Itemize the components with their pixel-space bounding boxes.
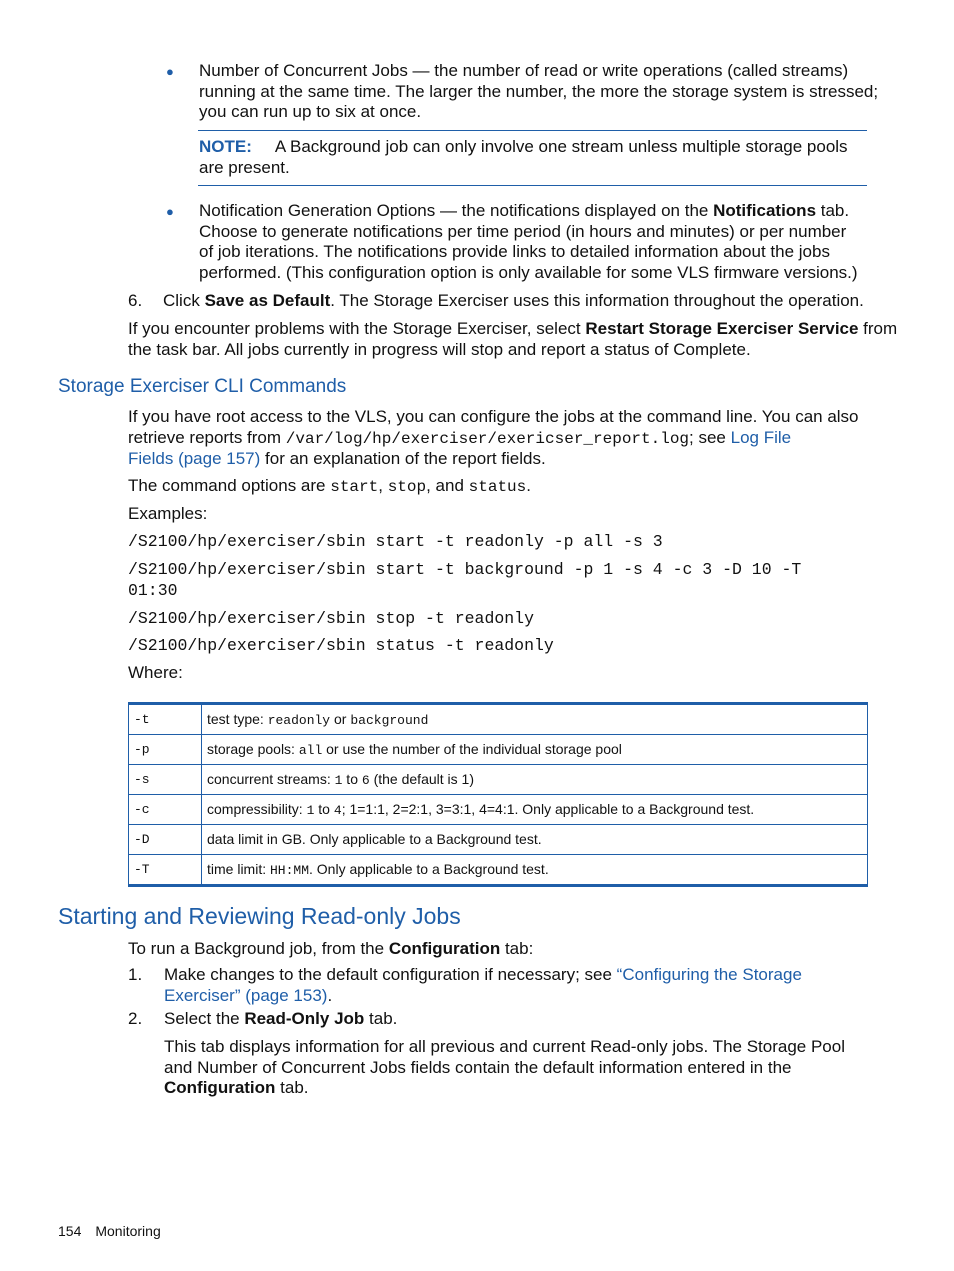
- option-stop: stop: [387, 478, 427, 496]
- text-line: Exerciser” (page 153).: [164, 985, 333, 1005]
- command-options-line: The command options are start, stop, and status.: [128, 476, 531, 496]
- table-row: [129, 704, 868, 735]
- text-line: Number of Concurrent Jobs — the number of read or write operations (called streams): [199, 61, 849, 80]
- option-start: start: [330, 478, 379, 496]
- description-cell: storage pools: all or use the number of the individual storage pool: [202, 735, 868, 765]
- flag-cell: -s: [129, 765, 202, 795]
- save-as-default-ref: Save as Default: [204, 291, 331, 310]
- text-line: you can run up to six at once.: [199, 102, 422, 121]
- text-line: the task bar. All jobs currently in progress will stop and report a status of Complete.: [128, 339, 751, 359]
- table-row: [129, 795, 868, 825]
- text-line: Make changes to the default configuration if necessary; see “Configuring the Storage: [164, 965, 802, 984]
- description-cell: test type: readonly or background: [202, 704, 868, 735]
- configuration-tab-ref: Configuration: [388, 939, 501, 958]
- flag-cell: -D: [129, 825, 202, 855]
- examples-label: Examples:: [128, 504, 208, 523]
- description-cell: time limit: HH:MM. Only applicable to a Background test.: [202, 855, 868, 886]
- note-top-rule: [198, 130, 867, 131]
- description-cell: data limit in GB. Only applicable to a Background test.: [202, 825, 868, 855]
- footer-section: Monitoring: [95, 1223, 161, 1239]
- note-line: are present.: [199, 157, 290, 177]
- note-block: [199, 137, 848, 178]
- report-path: /var/log/hp/exerciser/exericser_report.log: [285, 429, 690, 448]
- page-number: 154: [58, 1223, 82, 1239]
- description-cell: compressibility: 1 to 4; 1=1:1, 2=2:1, 3=3:1, 4=4:1. Only applicable to a Background test.: [202, 795, 868, 825]
- readonly-section-heading: Starting and Reviewing Read-only Jobs: [58, 903, 461, 929]
- text-line: running at the same time. The larger the number, the more the storage system is stressed;: [199, 81, 879, 101]
- description-cell: concurrent streams: 1 to 6 (the default is 1): [202, 765, 868, 795]
- note-text: A Background job can only involve one stream unless multiple storage pools: [274, 137, 848, 156]
- step-1-number: 1.: [128, 965, 143, 984]
- readonly-job-tab-ref: Read-Only Job: [244, 1009, 365, 1028]
- command-example: /S2100/hp/exerciser/sbin status -t readonly: [128, 636, 554, 655]
- note-bottom-rule: [198, 185, 867, 186]
- configuring-exerciser-link[interactable]: Exerciser” (page 153): [164, 985, 328, 1005]
- command-example: /S2100/hp/exerciser/sbin start -t readonly -p all -s 3: [128, 532, 663, 551]
- bullet-marker: ●: [166, 204, 174, 219]
- bullet-marker: ●: [166, 64, 174, 79]
- flag-cell: -T: [129, 855, 202, 886]
- text-line: Configuration tab.: [164, 1078, 309, 1097]
- table-row: [129, 855, 868, 886]
- notifications-tab-ref: Notifications: [713, 201, 817, 220]
- command-example: /S2100/hp/exerciser/sbin stop -t readonly: [128, 609, 534, 628]
- readonly-description: [164, 1037, 845, 1099]
- text-line: retrieve reports from /var/log/hp/exerciser/exericser_report.log; see Log File: [128, 427, 792, 448]
- where-label: Where:: [128, 663, 183, 682]
- cli-intro: [128, 407, 859, 470]
- step-2: Select the Read-Only Job tab.: [164, 1009, 398, 1028]
- concurrent-jobs-text: [199, 61, 878, 123]
- step-6: 6. Click Save as Default. The Storage Exerciser uses this information throughout the operation.: [128, 291, 864, 310]
- options-table: [128, 702, 868, 887]
- flag-cell: -c: [129, 795, 202, 825]
- notification-options-text: [199, 201, 858, 283]
- problems-paragraph: [128, 319, 897, 360]
- readonly-intro: To run a Background job, from the Configuration tab:: [128, 939, 534, 958]
- text-line: If you encounter problems with the Storage Exerciser, select Restart Storage Exerciser Service from: [128, 319, 898, 338]
- configuring-exerciser-link[interactable]: “Configuring the Storage: [616, 965, 802, 984]
- command-example: /S2100/hp/exerciser/sbin start -t background -p 1 -s 4 -c 3 -D 10 -T: [128, 560, 802, 579]
- step-1: [164, 965, 802, 1006]
- configuration-tab-ref: Configuration: [164, 1078, 276, 1097]
- table-row: [129, 765, 868, 795]
- command-example: 01:30: [128, 581, 178, 600]
- step-2-number: 2.: [128, 1009, 143, 1028]
- text-line: This tab displays information for all previous and current Read-only jobs. The Storage Pool: [164, 1037, 845, 1056]
- table-row: [129, 735, 868, 765]
- restart-service-ref: Restart Storage Exerciser Service: [585, 319, 859, 338]
- text-line: and Number of Concurrent Jobs fields contain the default information entered in the: [164, 1057, 792, 1077]
- log-file-fields-link[interactable]: Log File: [730, 427, 792, 447]
- flag-cell: -t: [129, 704, 202, 735]
- text-line: performed. (This configuration option is only available for some VLS firmware versions.): [199, 262, 858, 282]
- log-file-fields-link[interactable]: Fields (page 157): [128, 449, 261, 468]
- table-row: [129, 825, 868, 855]
- text-line: Notification Generation Options — the notifications displayed on the Notifications tab.: [199, 201, 850, 220]
- text-line: Fields (page 157) for an explanation of the report fields.: [128, 449, 546, 468]
- text-line: of job iterations. The notifications provide links to detailed information about the jobs: [199, 242, 830, 261]
- step-number: 6.: [128, 291, 143, 310]
- option-status: status: [468, 478, 527, 496]
- flag-cell: -p: [129, 735, 202, 765]
- text-line: If you have root access to the VLS, you can configure the jobs at the command line. You can also: [128, 407, 859, 426]
- page-footer: [58, 1223, 161, 1239]
- cli-section-heading: Storage Exerciser CLI Commands: [58, 376, 347, 397]
- note-label: NOTE:: [199, 137, 252, 156]
- text-line: Choose to generate notifications per time period (in hours and minutes) or per number: [199, 221, 847, 241]
- note-line: [199, 137, 848, 158]
